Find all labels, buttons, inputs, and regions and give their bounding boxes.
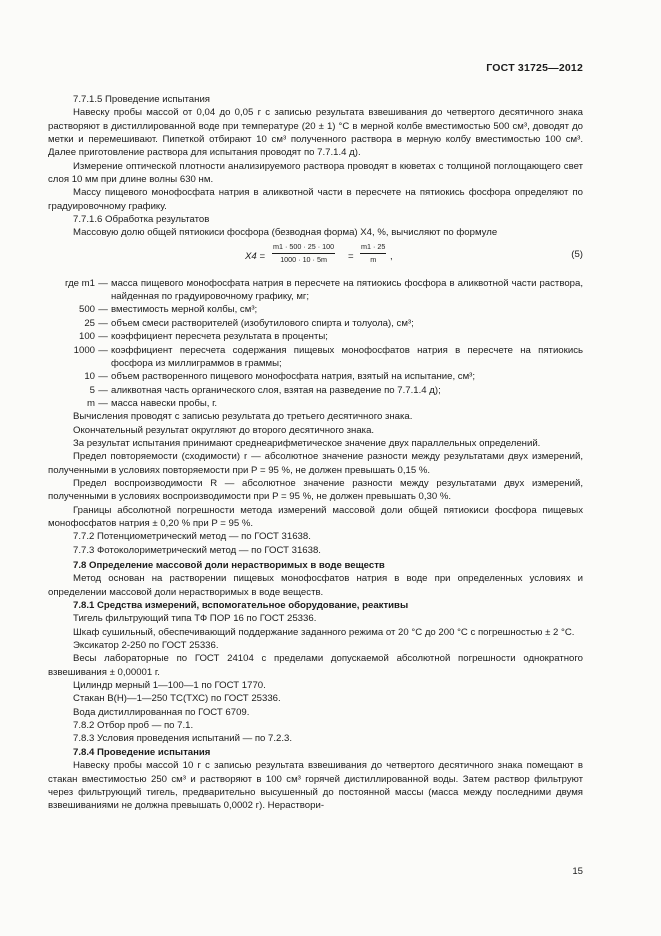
formula-5 bbox=[48, 242, 583, 272]
legend-symbol: 1000 bbox=[73, 344, 95, 356]
formula-denominator: 1000 · 10 · 5m bbox=[280, 254, 327, 264]
paragraph: Вычисления проводят с записью результата до третьего десятичного знака. bbox=[73, 411, 413, 423]
paragraph: Предел повторяемости (сходимости) r — абсолютное значение разности между результатами двух измерений, полученными в условиях повторяемости при P = 95 %, не должен превышать 0,15 %. bbox=[48, 451, 583, 476]
section-7-8-2: 7.8.2 Отбор проб — по 7.1. bbox=[73, 720, 194, 732]
paragraph: Метод основан на растворении пищевых монофосфатов натрия в воде при определенных условиях и определении массовой доли нерастворимых в воде веществ. bbox=[48, 573, 583, 598]
formula-denominator: m bbox=[370, 254, 377, 264]
legend-text: коэффициент пересчета содержания пищевых монофосфатов натрия в пересчете на пятиокись фосфора из миллиграммов в граммы; bbox=[111, 344, 583, 369]
paragraph: Измерение оптической плотности анализируемого раствора проводят в кюветах с толщиной поглощающего свет слоя 10 мм при длине волны 630 нм. bbox=[48, 160, 583, 186]
section-7-7-2: 7.7.2 Потенциометрический метод — по ГОСТ 31638. bbox=[73, 531, 311, 543]
formula-fraction-1 bbox=[272, 242, 335, 265]
section-title-7-7-1-6: 7.7.1.6 Обработка результатов bbox=[73, 214, 210, 226]
equipment-item: Шкаф сушильный, обеспечивающий поддержание заданного режима от 20 °C до 200 °C с погрешностью ± 2 °C. bbox=[73, 626, 575, 638]
equipment-item: Тигель фильтрующий типа ТФ ПОР 16 по ГОСТ 25336. bbox=[73, 613, 317, 625]
formula-numerator: m1 · 500 · 25 · 100 bbox=[272, 242, 335, 254]
page-number: 15 bbox=[572, 865, 583, 877]
equipment-item: Стакан В(Н)—1—250 ТС(ТХС) по ГОСТ 25336. bbox=[73, 693, 281, 705]
legend-text: масса пищевого монофосфата натрия в пересчете на пятиокись фосфора в аликвотной части раствора, найденная по градуировочному графику, мг; bbox=[111, 277, 583, 303]
equipment-item: Эксикатор 2-250 по ГОСТ 25336. bbox=[73, 640, 219, 652]
section-title-7-8-1: 7.8.1 Средства измерений, вспомогательное оборудование, реактивы bbox=[73, 600, 409, 612]
formula-legend: где m1 — масса пищевого монофосфата натрия в пересчете на пятиокись фосфора в аликвотной части раствора, найденная по градуировочному графику, мг; 500 — вместимость мерной колбы, см³; 25 — объем смеси растворителей (изобутилового спирта и толуола), см³; 100 — коэффициент пересчета результата в проценты; 1000 — коэффициент пересчета содержания пищевых монофосфатов натрия в пересчете на пятиокись фосфора из миллиграммов в граммы; 10 — объем растворенного пищевого монофосфата натрия, взятый на испытание, см³; 5 — аликвотная часть органического слоя, взятая на разведение по 7.7.1.4 д); m — масса навески пробы, г. bbox=[48, 277, 583, 410]
section-title-7-7-1-5: 7.7.1.5 Проведение испытания bbox=[73, 94, 210, 105]
formula-fraction-2 bbox=[360, 242, 386, 265]
legend-symbol: 25 bbox=[84, 317, 95, 329]
legend-text: аликвотная часть органического слоя, взятая на разведение по 7.7.1.4 д); bbox=[111, 384, 441, 396]
legend-text: объем растворенного пищевого монофосфата натрия, взятый на испытание, см³; bbox=[111, 371, 476, 383]
formula-numerator: m1 · 25 bbox=[360, 242, 386, 254]
paragraph: Окончательный результат округляют до второго десятичного знака. bbox=[73, 424, 375, 436]
paragraph: Границы абсолютной погрешности метода измерений массовой доли общей пятиокиси фосфора пищевых монофосфатов натрия ± 0,20 % при P = 95 %. bbox=[48, 504, 583, 529]
legend-text: объем смеси растворителей (изобутилового спирта и толуола), см³; bbox=[111, 317, 414, 329]
legend-text: вместимость мерной колбы, см³; bbox=[111, 304, 258, 316]
section-7-8-3: 7.8.3 Условия проведения испытаний — по 7.2.3. bbox=[73, 733, 293, 745]
formula-number: (5) bbox=[571, 248, 583, 260]
paragraph: Массовую долю общей пятиокиси фосфора (безводная форма) X4, %, вычисляют по формуле bbox=[73, 227, 498, 239]
paragraph: За результат испытания принимают среднеарифметическое значение двух параллельных определений. bbox=[73, 437, 541, 449]
paragraph: Навеску пробы массой от 0,04 до 0,05 г с записью результата взвешивания до четвертого десятичного знака растворяют в дистиллированной воде при температуре (20 ± 1) °C в мерной колбе вместимостью 500 см³, доводят до метки и перемешивают. Пипеткой отбирают 10 см³ полученного раствора в мерную колбу вместимостью 100 см³. Далее приготовление раствора для испытания проводят по 7.7.1.4 д). bbox=[48, 107, 583, 159]
equipment-item: Вода дистиллированная по ГОСТ 6709. bbox=[73, 706, 250, 718]
legend-symbol: 5 bbox=[89, 384, 95, 396]
formula-equals: = bbox=[348, 250, 354, 262]
legend-symbol: 100 bbox=[78, 331, 95, 343]
legend-symbol: 500 bbox=[78, 304, 95, 316]
legend-symbol: где m1 bbox=[65, 277, 95, 289]
paragraph: Навеску пробы массой 10 г с записью результата взвешивания до четвертого десятичного знака помещают в стакан вместимостью 250 см³ и растворяют в 100 см³ горячей дистиллированной воды. Затем раствор фильтруют через фильтрующий тигель, предварительно высушенный до постоянной массы (масса между последними двумя взвешиваниями не должна превышать 0,0002 г). Нераствори- bbox=[48, 760, 583, 812]
legend-text: коэффициент пересчета результата в проценты; bbox=[111, 331, 328, 343]
legend-symbol: 10 bbox=[84, 371, 95, 383]
formula-lhs: X4 = bbox=[245, 250, 266, 262]
paragraph: Предел воспроизводимости R — абсолютное значение разности между результатами двух измерений, полученными в условиях воспроизводимости при P = 95 %, не должен превышать 0,30 %. bbox=[48, 477, 583, 503]
equipment-item: Весы лабораторные по ГОСТ 24104 с пределами допускаемой абсолютной погрешности однократного взвешивания ± 0,00001 г. bbox=[48, 653, 583, 678]
document-header: ГОСТ 31725—2012 bbox=[486, 62, 583, 74]
legend-symbol: m bbox=[87, 397, 95, 409]
legend-text: масса навески пробы, г. bbox=[111, 397, 218, 409]
document-page bbox=[48, 62, 583, 902]
paragraph: Массу пищевого монофосфата натрия в аликвотной части в пересчете на пятиокись фосфора определяют по градуировочному графику. bbox=[48, 187, 583, 212]
section-title-7-8: 7.8 Определение массовой доли нерастворимых в воде веществ bbox=[73, 560, 385, 571]
equipment-item: Цилиндр мерный 1—100—1 по ГОСТ 1770. bbox=[73, 680, 266, 692]
section-title-7-8-4: 7.8.4 Проведение испытания bbox=[73, 746, 211, 758]
formula-comma: , bbox=[390, 250, 393, 262]
section-7-7-3: 7.7.3 Фотоколориметрический метод — по ГОСТ 31638. bbox=[73, 544, 321, 556]
